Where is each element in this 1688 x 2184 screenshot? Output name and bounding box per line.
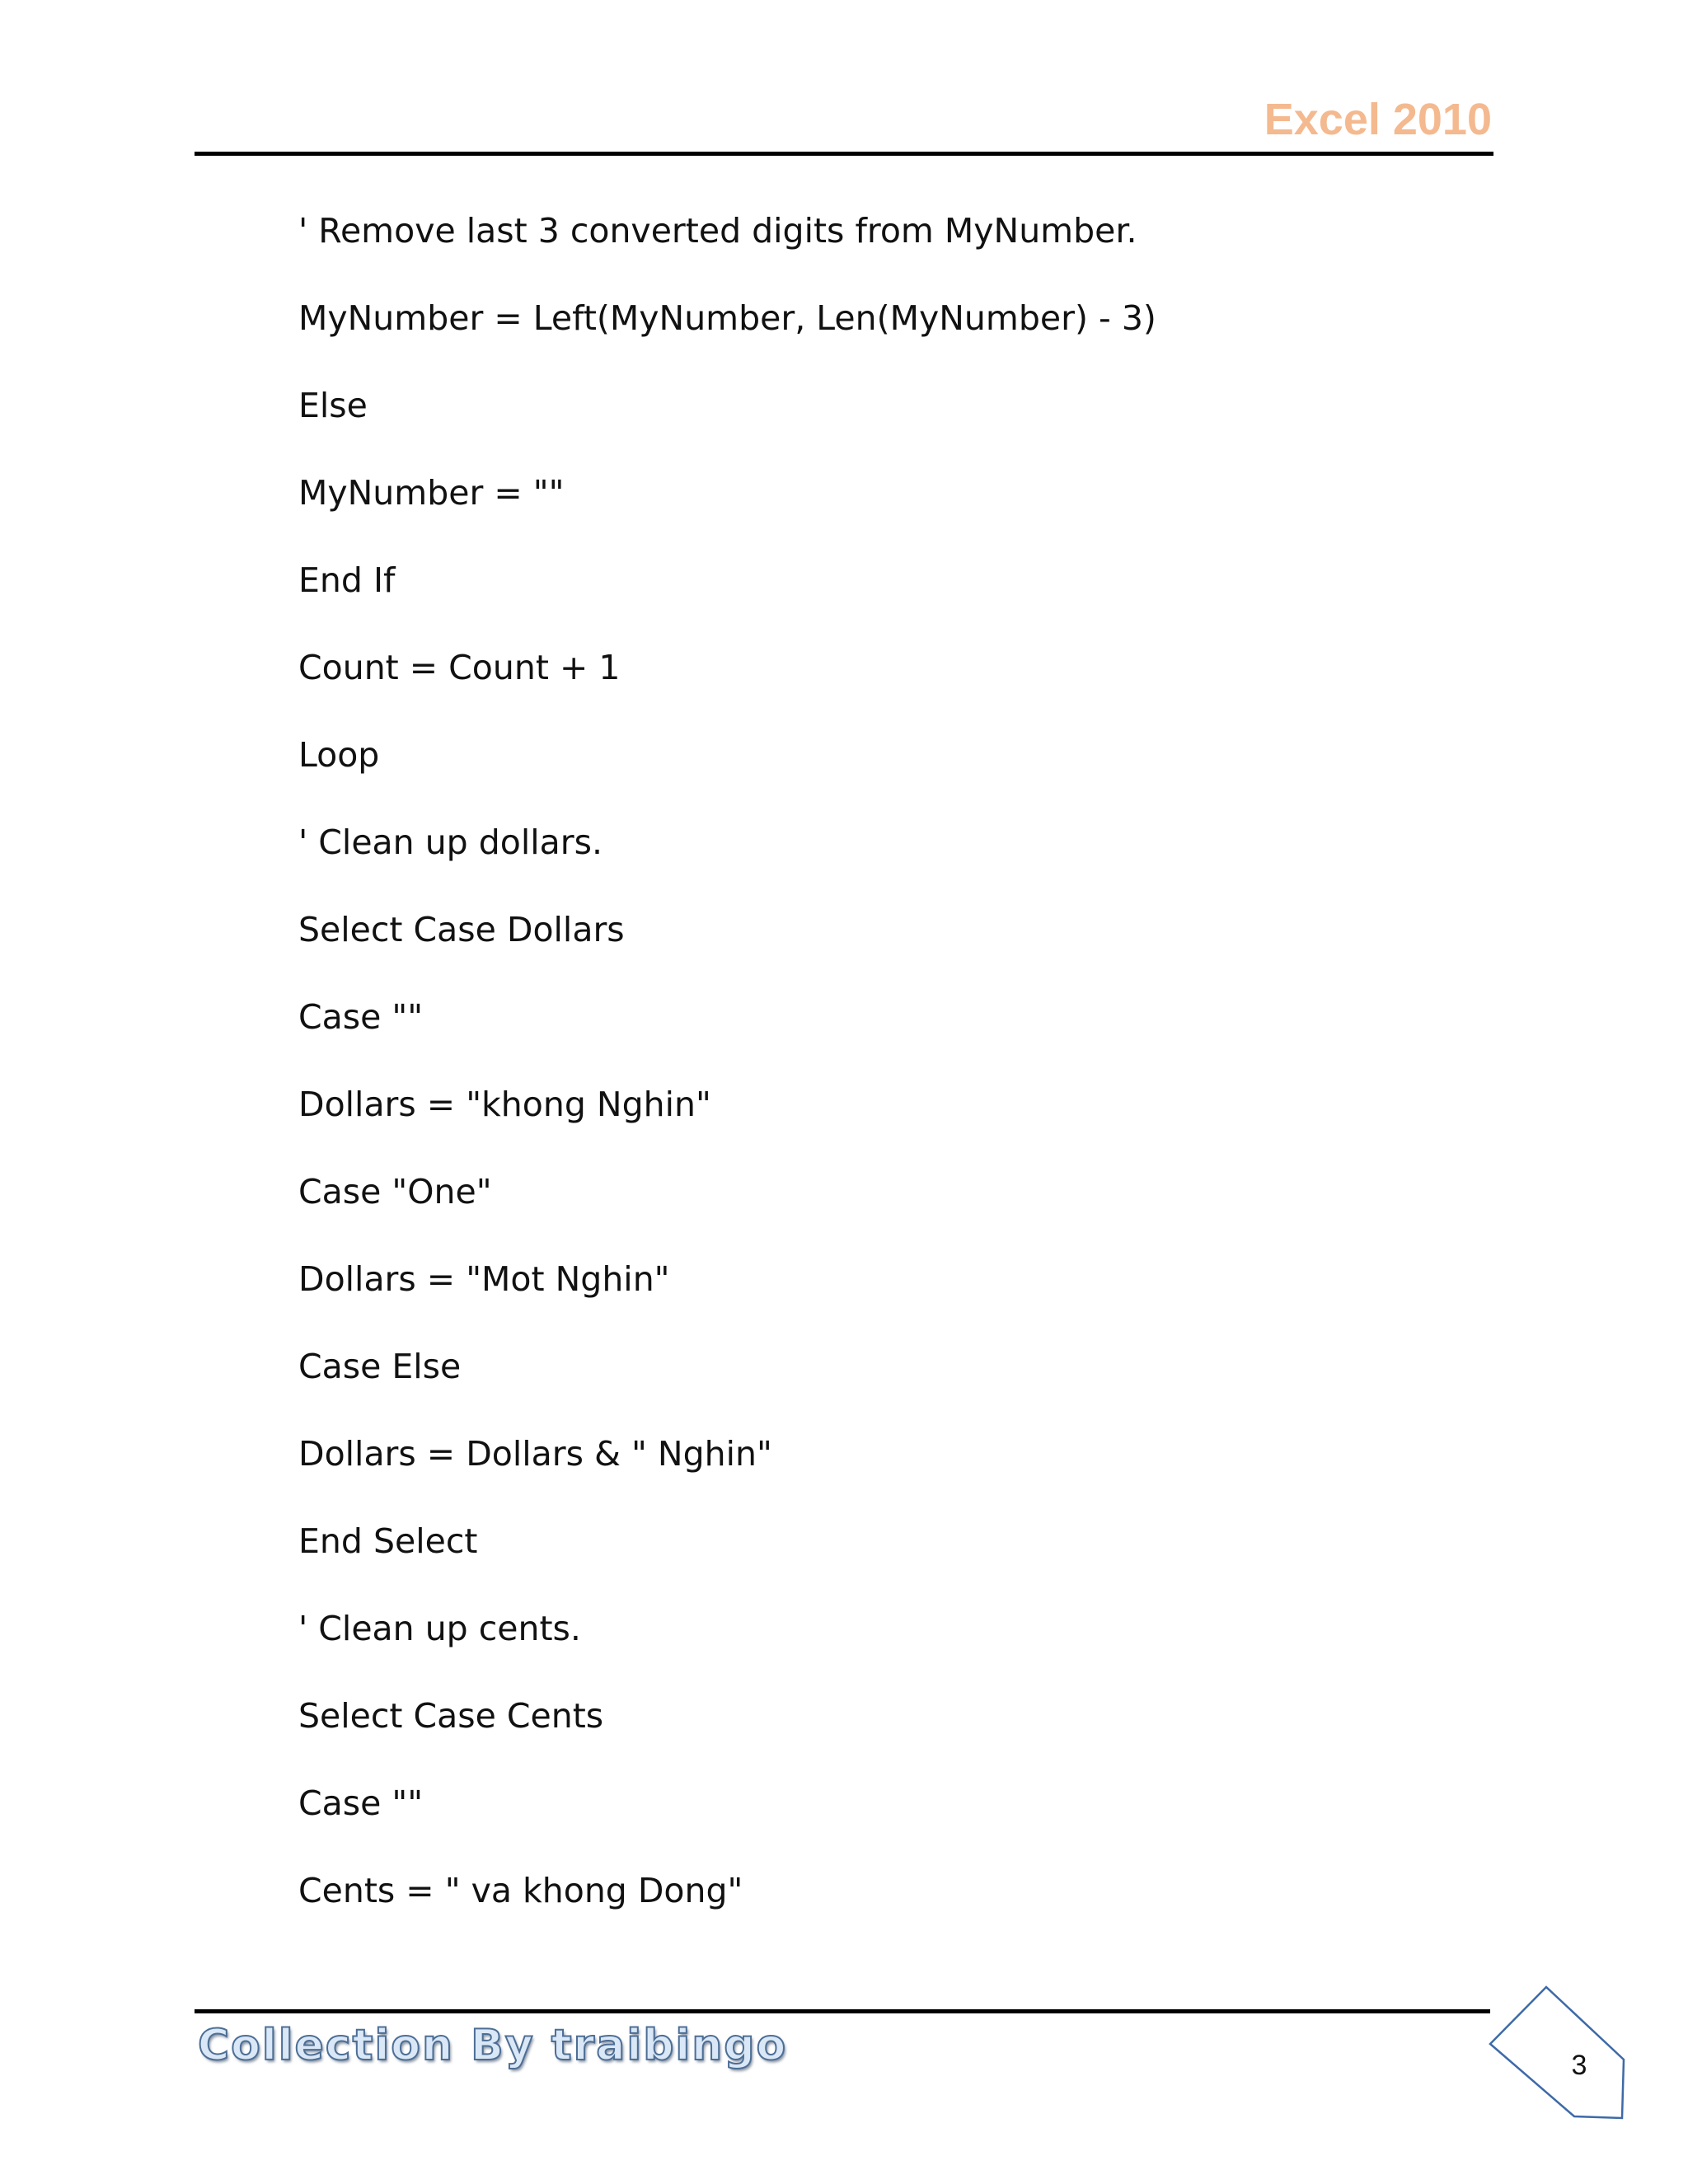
code-line: Else (298, 386, 368, 425)
footer-rule (195, 2009, 1490, 2013)
code-line: ' Clean up dollars. (298, 823, 603, 862)
code-line: Cents = " va khong Dong" (298, 1871, 743, 1910)
footer-brand: Collection By traibingo (198, 2021, 788, 2070)
code-line: Select Case Dollars (298, 910, 625, 949)
code-line: MyNumber = Left(MyNumber, Len(MyNumber) - 3) (298, 298, 1156, 338)
code-line: Loop (298, 735, 380, 775)
code-listing (298, 206, 1493, 1953)
code-line: End If (298, 560, 396, 600)
code-line: Dollars = "Mot Nghin" (298, 1259, 670, 1299)
code-line: MyNumber = "" (298, 473, 565, 513)
header-rule (195, 152, 1493, 156)
code-line: Case "One" (298, 1172, 492, 1212)
code-line: Case "" (298, 997, 424, 1037)
code-line: Case Else (298, 1347, 462, 1386)
code-line: Count = Count + 1 (298, 648, 621, 687)
code-line: ' Clean up cents. (298, 1609, 581, 1648)
code-line: ' Remove last 3 converted digits from MyNumber. (298, 211, 1137, 251)
page-number: 3 (1571, 2050, 1587, 2081)
header-title: Excel 2010 (1264, 95, 1492, 144)
code-line: Case "" (298, 1783, 424, 1823)
code-line: End Select (298, 1521, 478, 1561)
code-line: Dollars = "khong Nghin" (298, 1085, 711, 1124)
code-line: Dollars = Dollars & " Nghin" (298, 1434, 772, 1474)
code-line: Select Case Cents (298, 1696, 604, 1736)
